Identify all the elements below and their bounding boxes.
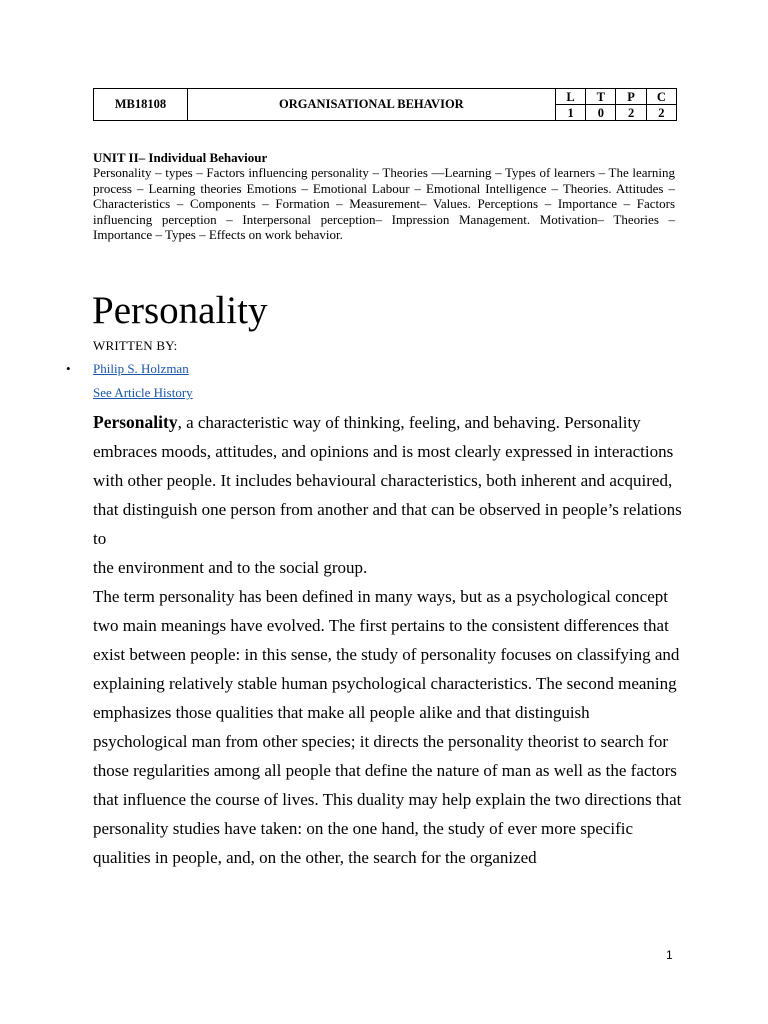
paragraph-1-text: , a characteristic way of thinking, feeling, and behaving. Personality embraces moods, attitudes, and opinions and is most clearly expressed in interactions with other people. It includes behavioural characteristics, both inherent and acquired, that distinguish one person from another and that can be observed in people’s relations to: [93, 413, 682, 548]
ltpc-header-p: P: [616, 89, 646, 105]
article-body: [93, 408, 683, 872]
ltpc-value-p: 2: [616, 105, 646, 121]
author-link[interactable]: Philip S. Holzman: [93, 361, 189, 376]
unit-title: UNIT II– Individual Behaviour: [93, 150, 268, 165]
lead-term: Personality: [93, 412, 178, 432]
paragraph-2: The term personality has been defined in many ways, but as a psychological concept two main meanings have evolved. The first pertains to the consistent differences that exist between people: in this sense, the study of personality focuses on classifying and explaining relatively stable human psychological characteristics. The second meaning emphasizes those qualities that make all people alike and that distinguish psychological man from other species; it directs the personality theorist to search for those regularities among all people that define the nature of man as well as the factors that influence the course of lives. This duality may help explain the two directions that personality studies have taken: on the one hand, the study of ever more specific qualities in people, and, on the other, the search for the organized: [93, 587, 682, 867]
course-code: MB18108: [94, 89, 188, 121]
syllabus-text: Personality – types – Factors influencing personality – Theories —Learning – Types of learners – The learning process – Learning theories Emotions – Emotional Labour – Emotional Intelligence – Theories. Attitudes – Characteristics – Components – Formation – Measurement– Values. Perceptions – Importance – Factors influencing perception – Interpersonal perception– Impression Management. Motivation– Theories – Importance – Types – Effects on work behavior.: [93, 165, 675, 243]
ltpc-header-c: C: [646, 89, 676, 105]
page-number: 1: [666, 948, 673, 962]
paragraph-1: [93, 408, 683, 582]
written-by-label: WRITTEN BY:: [93, 338, 178, 353]
article-title: Personality: [92, 289, 268, 332]
ltpc-value-l: 1: [555, 105, 585, 121]
ltpc-value-t: 0: [586, 105, 616, 121]
paragraph-1-end: the environment and to the social group.: [93, 558, 368, 577]
ltpc-value-c: 2: [646, 105, 676, 121]
course-title: ORGANISATIONAL BEHAVIOR: [187, 89, 555, 121]
ltpc-header-l: L: [555, 89, 585, 105]
author-list-item: [66, 361, 189, 377]
ltpc-header-t: T: [586, 89, 616, 105]
article-history-link[interactable]: See Article History: [93, 385, 193, 400]
bullet-icon: •: [66, 361, 71, 376]
article-history: [93, 385, 193, 401]
syllabus-block: [93, 150, 675, 242]
course-header-table: [93, 88, 677, 121]
